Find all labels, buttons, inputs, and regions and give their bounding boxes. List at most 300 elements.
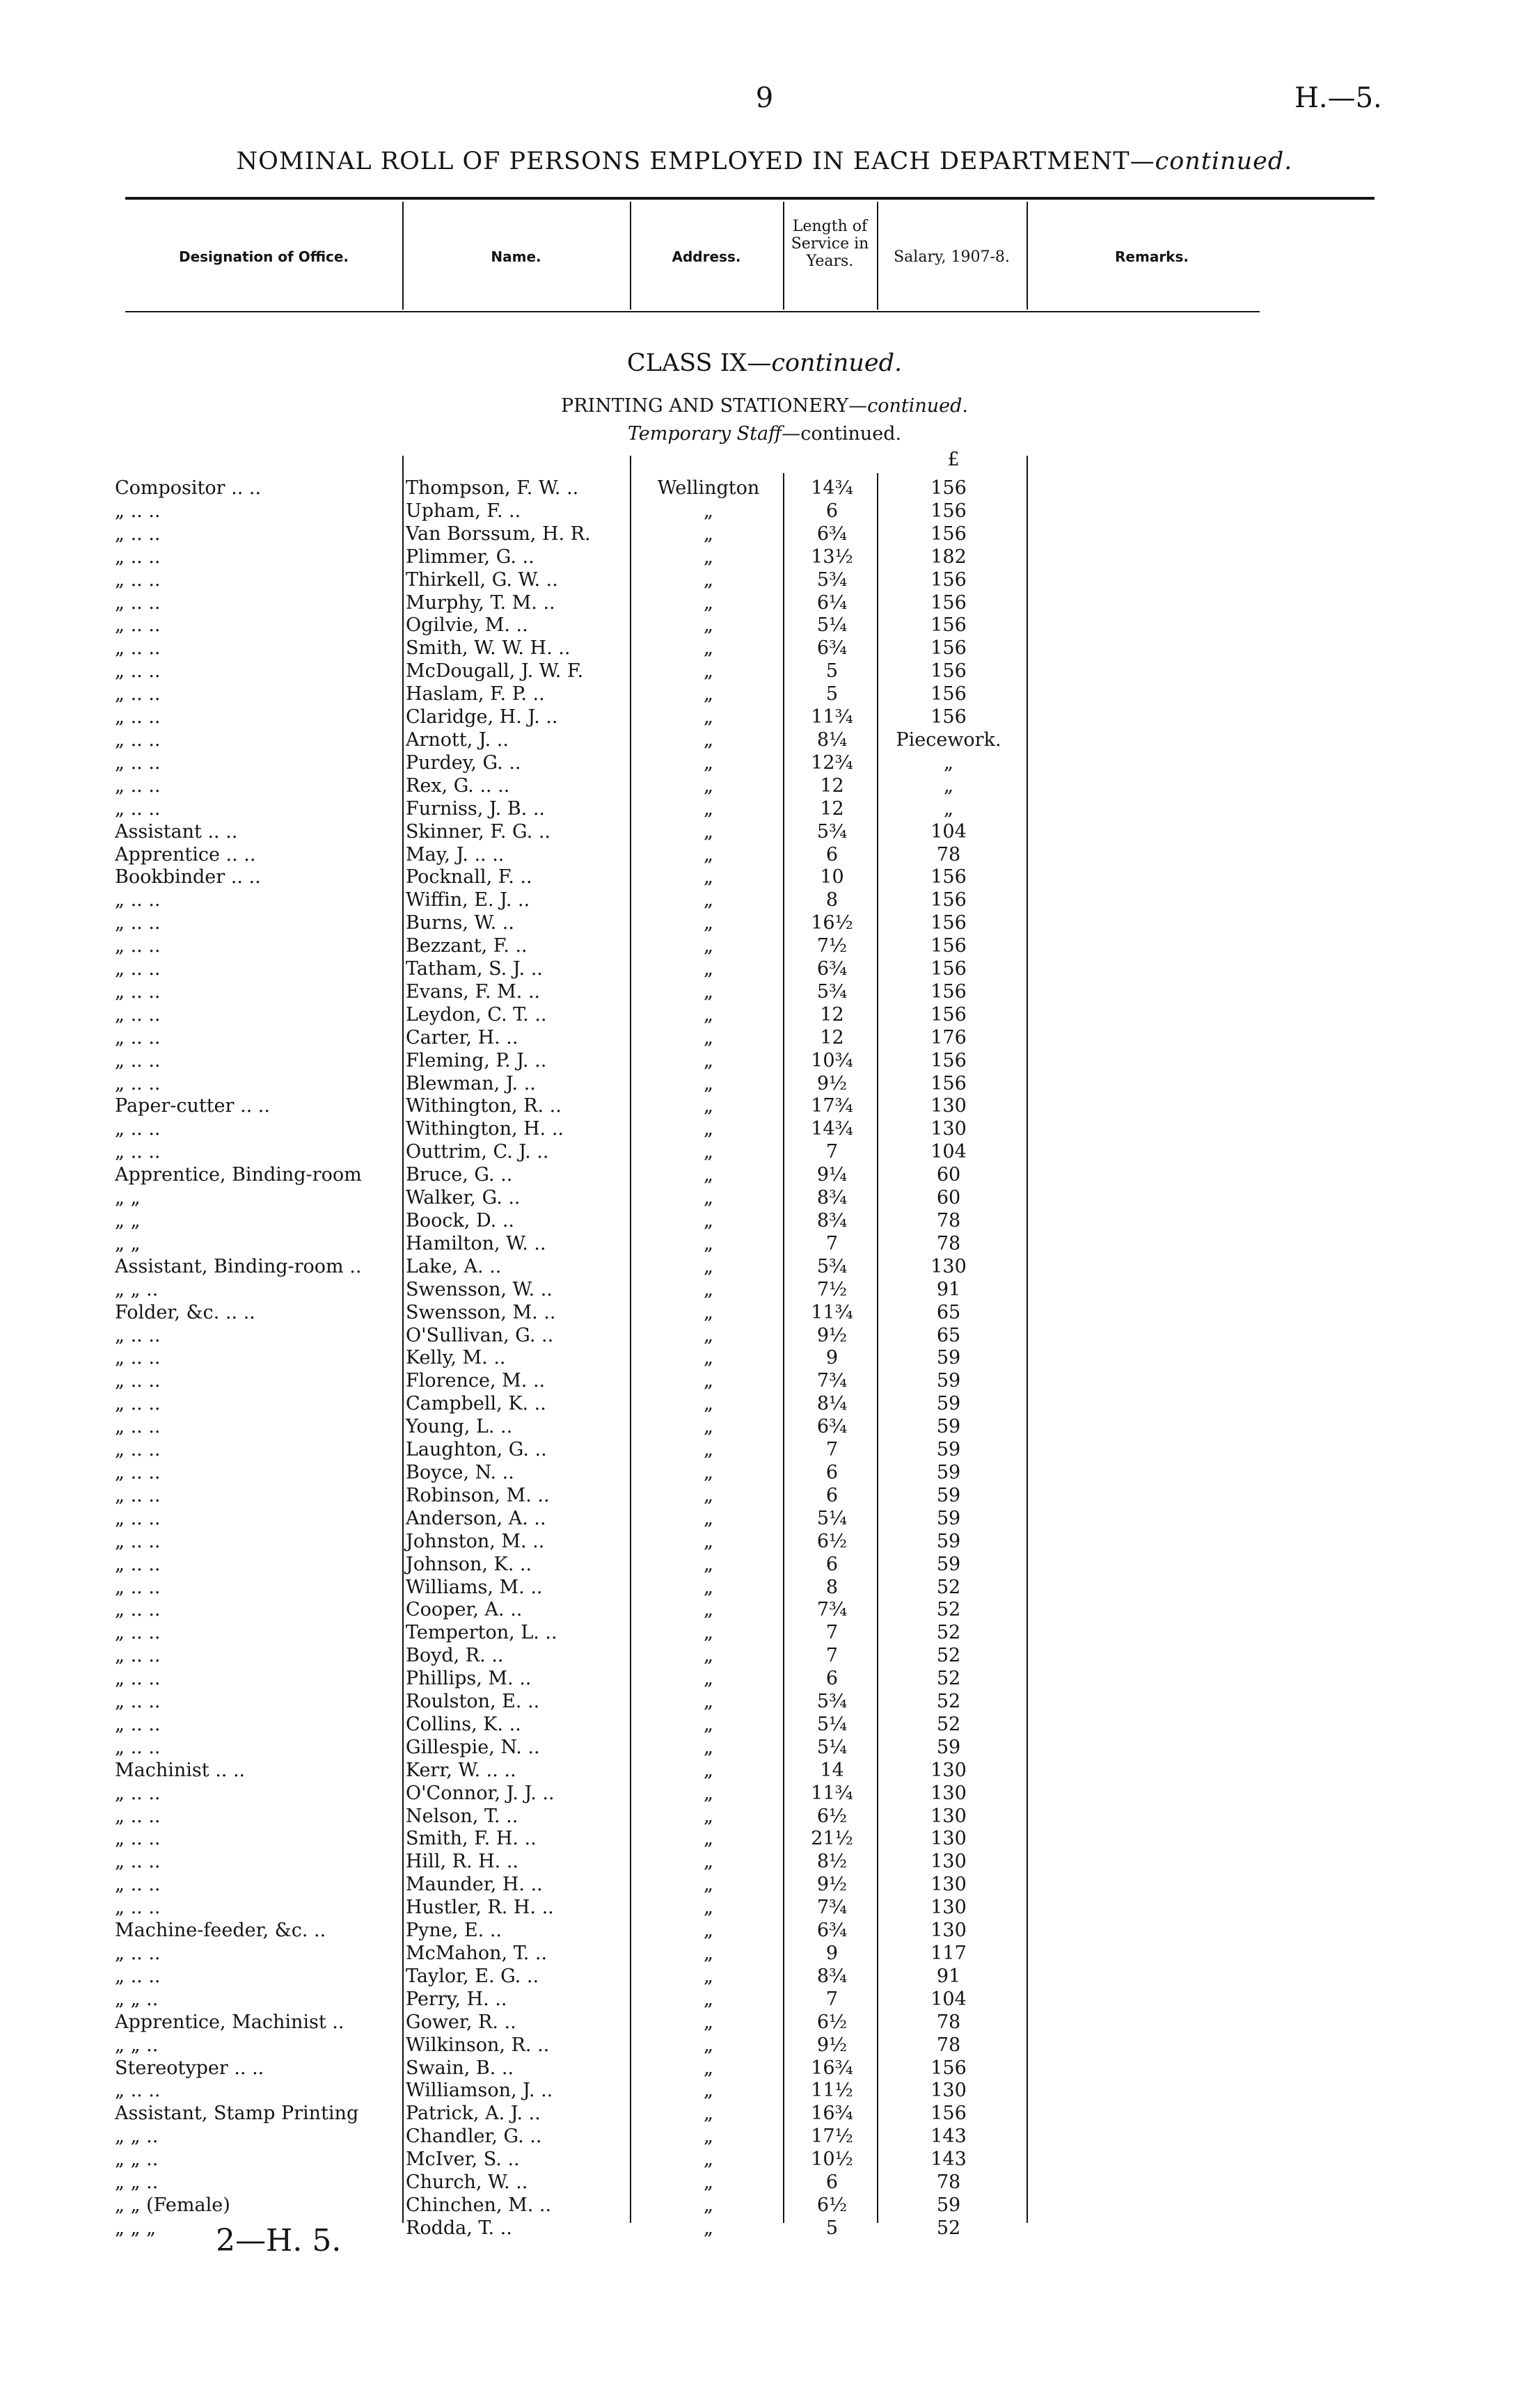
table-row [115,1004,1018,1027]
service-years-cell: 5 [825,683,839,705]
table-row [115,1302,1018,1325]
salary-cell: 59 [936,2194,961,2216]
salary-cell: „ [944,774,953,797]
designation-cell: „ .. .. [115,1370,161,1392]
address-cell: „ [704,1965,713,1987]
address-cell: „ [704,1530,713,1552]
salary-cell: 59 [936,1530,961,1552]
address-cell: „ [704,1187,713,1209]
table-row [115,1393,1018,1416]
name-cell: O'Sullivan, G. .. [406,1324,554,1346]
address-cell: „ [704,1416,713,1438]
name-cell: Skinner, F. G. .. [406,820,550,843]
name-cell: Kelly, M. .. [406,1347,506,1369]
salary-cell: 156 [930,2103,967,2125]
column-header-designation: Designation of Office. [178,248,349,265]
table-row [115,1050,1018,1073]
table-row [115,1164,1018,1187]
table-row [115,1141,1018,1164]
address-cell: „ [704,1255,713,1277]
service-years-cell: 6¾ [816,958,848,980]
table-row [115,935,1018,958]
name-cell: Williamson, J. .. [406,2080,553,2102]
salary-cell: 156 [930,912,967,934]
salary-cell: 156 [930,1072,967,1094]
designation-cell: „ .. .. [115,774,161,797]
salary-cell: 130 [930,1759,967,1781]
designation-cell: „ .. .. [115,1118,161,1140]
address-cell: „ [704,2103,713,2125]
designation-cell: Apprentice .. .. [115,843,256,866]
designation-cell: „ .. .. [115,1026,161,1048]
salary-cell: 156 [930,2057,967,2079]
service-years-cell: 12 [820,1026,844,1048]
name-cell: Johnson, K. .. [406,1553,532,1575]
name-cell: Williams, M. .. [406,1576,543,1598]
salary-cell: 156 [930,477,967,499]
salary-cell: 156 [930,683,967,705]
address-cell: „ [704,568,713,591]
service-years-cell: 7¾ [816,1370,848,1392]
address-cell: „ [704,1026,713,1048]
table-row [115,614,1018,637]
address-cell: „ [704,797,713,820]
table-row [115,1805,1018,1828]
service-years-cell: 12 [820,1003,844,1026]
designation-cell: Assistant, Binding-room .. [115,1255,362,1277]
service-years-cell: 6 [825,2171,839,2194]
staff-roll-table [115,477,1018,2240]
service-years-cell: 7 [825,1439,839,1461]
salary-cell: 59 [936,1736,961,1758]
table-row [115,1691,1018,1714]
address-cell: „ [704,1668,713,1690]
service-years-cell: 6 [825,1484,839,1506]
salary-cell: 130 [930,1828,967,1850]
salary-cell: 65 [936,1301,961,1323]
service-years-cell: 9 [825,1347,839,1369]
table-row [115,1095,1018,1118]
name-cell: Swensson, M. .. [406,1301,556,1323]
table-row [115,1988,1018,2011]
salary-cell: 130 [930,1782,967,1804]
service-years-cell: 16¾ [811,2103,853,2125]
designation-cell: „ .. .. [115,1072,161,1094]
salary-cell: 52 [936,1713,961,1735]
table-row [115,1279,1018,1302]
address-cell: „ [704,1874,713,1896]
designation-cell: „ .. .. [115,1965,161,1987]
table-row [115,592,1018,615]
address-cell: „ [704,1347,713,1369]
designation-cell: „ .. .. [115,1805,161,1827]
table-row [115,729,1018,752]
name-cell: Gillespie, N. .. [406,1736,540,1758]
service-years-cell: 9½ [816,2034,848,2056]
table-row [115,1966,1018,1988]
designation-cell: „ .. .. [115,980,161,1003]
address-cell: „ [704,1232,713,1254]
table-row [115,2148,1018,2171]
address-cell: „ [704,1210,713,1231]
salary-cell: 156 [930,958,967,980]
service-years-cell: 5¾ [816,980,848,1003]
designation-cell: „ .. .. [115,1461,161,1483]
designation-cell: „ .. .. [115,523,161,545]
address-cell: „ [704,1943,713,1964]
name-cell: Hustler, R. H. .. [406,1897,554,1919]
designation-cell: „ .. .. [115,660,161,683]
table-row [115,637,1018,660]
section-heading: PRINTING AND STATIONERY—continued. [561,395,968,417]
service-years-cell: 11¾ [811,706,853,728]
table-row [115,1760,1018,1783]
service-years-cell: 7 [825,1141,839,1163]
name-cell: Murphy, T. M. .. [406,591,555,614]
name-cell: Withington, H. .. [406,1118,564,1140]
service-years-cell: 5¼ [816,1736,848,1758]
address-cell: „ [704,1576,713,1598]
address-cell: „ [704,1736,713,1758]
document-title: NOMINAL ROLL OF PERSONS EMPLOYED IN EACH DEPARTMENT—continued. [236,147,1293,175]
salary-cell: 143 [930,2148,967,2171]
designation-cell: Apprentice, Machinist .. [115,2011,344,2033]
salary-cell: „ [944,751,953,774]
name-cell: Hill, R. H. .. [406,1851,518,1873]
address-cell: „ [704,1461,713,1483]
designation-cell: „ .. .. [115,1347,161,1369]
address-cell: „ [704,1897,713,1919]
service-years-cell: 9¼ [816,1164,848,1186]
table-row [115,1554,1018,1577]
service-years-cell: 11½ [811,2080,853,2102]
salary-cell: 156 [930,706,967,728]
service-years-cell: 6¼ [816,591,848,614]
salary-cell: 104 [930,1988,967,2010]
name-cell: Wilkinson, R. .. [406,2034,550,2056]
name-cell: Cooper, A. .. [406,1599,523,1621]
table-row [115,1187,1018,1210]
table-row [115,1920,1018,1943]
table-row [115,775,1018,798]
table-row [115,1347,1018,1370]
name-cell: Carter, H. .. [406,1026,518,1048]
service-years-cell: 6 [825,1553,839,1575]
table-row [115,500,1018,523]
address-cell: „ [704,1484,713,1506]
salary-cell: 130 [930,1118,967,1140]
table-row [115,1531,1018,1554]
footer-reference: 2—H. 5. [216,2223,342,2258]
table-row [115,1577,1018,1600]
salary-cell: 78 [936,1232,961,1254]
name-cell: Burns, W. .. [406,912,514,934]
designation-cell: Apprentice, Binding-room [115,1164,362,1186]
table-row [115,821,1018,844]
name-cell: McIver, S. .. [406,2148,520,2171]
address-cell: „ [704,1049,713,1071]
address-cell: „ [704,2148,713,2171]
designation-cell: „ .. .. [115,935,161,957]
table-row [115,1485,1018,1508]
address-cell: „ [704,591,713,614]
column-header-length-of-service: Length of Service in Years. [791,218,869,270]
header-bottom-rule [125,311,1260,312]
name-cell: Fleming, P. J. .. [406,1049,547,1071]
address-cell: „ [704,1782,713,1804]
salary-cell: 78 [936,2171,961,2194]
designation-cell: „ .. .. [115,545,161,568]
address-cell: „ [704,1599,713,1621]
table-row [115,2011,1018,2034]
column-divider [1027,456,1028,2223]
service-years-cell: 5¾ [816,568,848,591]
table-row [115,1714,1018,1737]
designation-cell: „ .. .. [115,751,161,774]
designation-cell: „ .. .. [115,1049,161,1071]
salary-cell: 52 [936,1691,961,1713]
designation-cell: „ .. .. [115,1507,161,1529]
salary-cell: 156 [930,660,967,683]
service-years-cell: 6¾ [816,523,848,545]
table-row [115,1370,1018,1393]
column-header-salary: Salary, 1907-8. [894,248,1010,266]
address-cell: „ [704,1118,713,1140]
name-cell: Ogilvie, M. .. [406,614,528,637]
name-cell: Wiffin, E. J. .. [406,889,530,911]
service-years-cell: 5¾ [816,1691,848,1713]
address-cell: „ [704,980,713,1003]
designation-cell: Stereotyper .. .. [115,2057,264,2079]
designation-cell: „ .. .. [115,1943,161,1964]
address-cell: „ [704,1691,713,1713]
salary-cell: 104 [930,1141,967,1163]
designation-cell: „ .. .. [115,1553,161,1575]
staff-subheading: Temporary Staff—continued. [627,423,902,445]
table-row [115,2057,1018,2080]
table-row [115,798,1018,821]
table-row [115,844,1018,867]
table-row [115,2171,1018,2194]
designation-cell: Folder, &c. .. .. [115,1301,255,1323]
name-cell: Roulston, E. .. [406,1691,540,1713]
table-row [115,706,1018,729]
name-cell: Anderson, A. .. [406,1507,546,1529]
service-years-cell: 6¾ [816,637,848,660]
designation-cell: „ .. .. [115,1599,161,1621]
name-cell: Blewman, J. .. [406,1072,536,1094]
table-row [115,981,1018,1004]
salary-cell: 156 [930,500,967,522]
designation-cell: „ .. .. [115,1324,161,1346]
service-years-cell: 7 [825,1645,839,1667]
header-top-rule [125,197,1374,200]
address-cell: „ [704,706,713,728]
address-cell: „ [704,1805,713,1827]
designation-cell: „ .. .. [115,889,161,911]
name-cell: O'Connor, J. J. .. [406,1782,555,1804]
salary-cell: 91 [936,1965,961,1987]
name-cell: Maunder, H. .. [406,1874,543,1896]
service-years-cell: 11¾ [811,1301,853,1323]
service-years-cell: 9½ [816,1324,848,1346]
service-years-cell: 11¾ [811,1782,853,1804]
designation-cell: „ „ [115,1187,141,1209]
name-cell: Young, L. .. [406,1416,513,1438]
designation-cell: Machinist .. .. [115,1759,246,1781]
service-years-cell: 6½ [816,1805,848,1827]
designation-cell: „ „ [115,1210,141,1231]
designation-cell: Assistant, Stamp Printing [115,2103,359,2125]
salary-cell: 130 [930,1874,967,1896]
table-row [115,1508,1018,1531]
page-number: 9 [755,82,774,114]
address-cell: „ [704,1370,713,1392]
name-cell: Smith, W. W. H. .. [406,637,571,660]
service-years-cell: 5¾ [816,1255,848,1277]
name-cell: Outtrim, C. J. .. [406,1141,549,1163]
address-cell: „ [704,2034,713,2056]
designation-cell: „ .. .. [115,728,161,751]
service-years-cell: 8½ [816,1851,848,1873]
service-years-cell: 7 [825,1232,839,1254]
table-row [115,683,1018,706]
service-years-cell: 6½ [816,2011,848,2033]
designation-cell: „ .. .. [115,1851,161,1873]
name-cell: Gower, R. .. [406,2011,516,2033]
designation-cell: „ .. .. [115,1622,161,1644]
service-years-cell: 9 [825,1943,839,1964]
name-cell: Laughton, G. .. [406,1439,547,1461]
address-cell: „ [704,1713,713,1735]
address-cell: „ [704,820,713,843]
name-cell: Taylor, E. G. .. [406,1965,539,1987]
service-years-cell: 14¾ [811,1118,853,1140]
name-cell: Boyce, N. .. [406,1461,514,1483]
service-years-cell: 5¾ [816,820,848,843]
designation-cell: „ .. .. [115,1141,161,1163]
salary-cell: 59 [936,1347,961,1369]
salary-cell: 130 [930,2080,967,2102]
salary-cell: 156 [930,614,967,637]
table-row [115,1737,1018,1760]
designation-cell: „ .. .. [115,1439,161,1461]
name-cell: Swain, B. .. [406,2057,514,2079]
name-cell: Church, W. .. [406,2171,528,2194]
table-row [115,1668,1018,1691]
name-cell: Campbell, K. .. [406,1393,546,1415]
address-cell: „ [704,614,713,637]
name-cell: Chandler, G. .. [406,2126,542,2148]
name-cell: Thirkell, G. W. .. [406,568,558,591]
page-reference: H.—5. [1294,82,1382,114]
salary-cell: 156 [930,637,967,660]
address-cell: „ [704,1301,713,1323]
address-cell: „ [704,2171,713,2194]
salary-cell: Piecework. [896,728,1001,751]
salary-cell: 52 [936,1622,961,1644]
service-years-cell: 8¼ [816,728,848,751]
service-years-cell: 8¾ [816,1965,848,1987]
table-row [115,1828,1018,1851]
name-cell: Plimmer, G. .. [406,545,534,568]
name-cell: Evans, F. M. .. [406,980,541,1003]
table-row [115,1416,1018,1439]
service-years-cell: 8¾ [816,1210,848,1231]
salary-cell: 59 [936,1393,961,1415]
designation-cell: „ .. .. [115,1736,161,1758]
designation-cell: „ „ .. [115,2148,159,2171]
designation-cell: „ .. .. [115,958,161,980]
service-years-cell: 5¼ [816,1713,848,1735]
salary-cell: 130 [930,1897,967,1919]
salary-cell: 156 [930,1003,967,1026]
designation-cell: „ .. .. [115,1668,161,1690]
designation-cell: „ .. .. [115,1645,161,1667]
address-cell: „ [704,1553,713,1575]
name-cell: Johnston, M. .. [406,1530,545,1552]
service-years-cell: 6 [825,1668,839,1690]
table-row [115,1210,1018,1233]
salary-cell: 60 [936,1187,961,1209]
salary-cell: 117 [930,1943,967,1964]
salary-cell: 65 [936,1324,961,1346]
salary-cell: 52 [936,1576,961,1598]
address-cell: „ [704,2080,713,2102]
table-row [115,1256,1018,1279]
table-row [115,1233,1018,1256]
designation-cell: „ .. .. [115,1713,161,1735]
designation-cell: Assistant .. .. [115,820,238,843]
salary-cell: 59 [936,1553,961,1575]
name-cell: Leydon, C. T. .. [406,1003,547,1026]
name-cell: Furniss, J. B. .. [406,797,545,820]
designation-cell: Bookbinder .. .. [115,866,261,888]
service-years-cell: 9½ [816,1072,848,1094]
table-row [115,1851,1018,1874]
address-cell: „ [704,1141,713,1163]
designation-cell: „ „ (Female) [115,2194,230,2216]
service-years-cell: 6¾ [816,1416,848,1438]
salary-cell: 130 [930,1255,967,1277]
table-row [115,1027,1018,1050]
salary-cell: 52 [936,1645,961,1667]
table-row [115,752,1018,775]
class-heading: CLASS IX—continued. [626,349,903,377]
address-cell: „ [704,545,713,568]
salary-cell: 156 [930,568,967,591]
service-years-cell: 7¾ [816,1897,848,1919]
name-cell: Boyd, R. .. [406,1645,504,1667]
address-cell: „ [704,523,713,545]
table-row [115,523,1018,546]
name-cell: Withington, R. .. [406,1095,562,1117]
service-years-cell: 7 [825,1622,839,1644]
designation-cell: Paper-cutter .. .. [115,1095,270,1117]
service-years-cell: 14¾ [811,477,853,499]
name-cell: Bruce, G. .. [406,1164,513,1186]
salary-cell: 156 [930,889,967,911]
service-years-cell: 16¾ [811,2057,853,2079]
salary-cell: 130 [930,1805,967,1827]
designation-cell: „ .. .. [115,614,161,637]
service-years-cell: 9½ [816,1874,848,1896]
service-years-cell: 8¾ [816,1187,848,1209]
designation-cell: „ .. .. [115,1874,161,1896]
column-header-name: Name. [491,248,541,265]
salary-cell: 52 [936,1599,961,1621]
designation-cell: „ .. .. [115,683,161,705]
